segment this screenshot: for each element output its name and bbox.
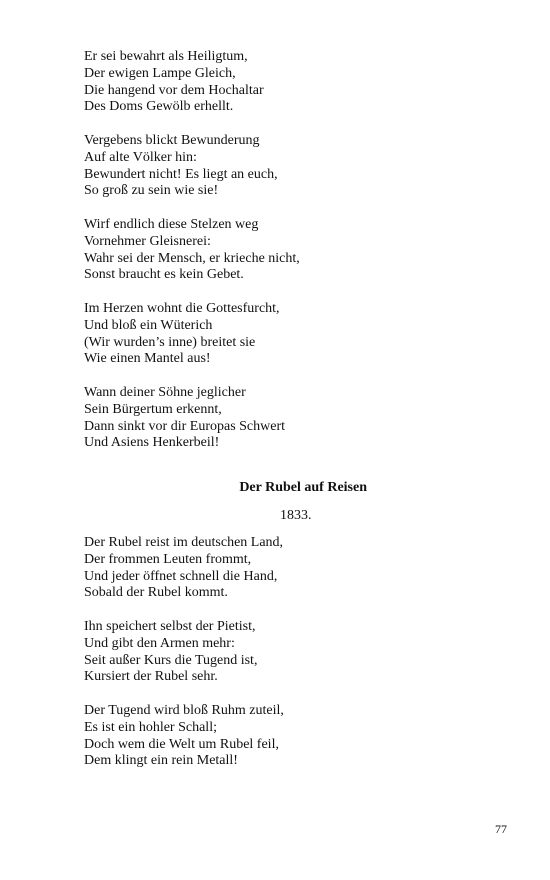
verse-line: Und jeder öffnet schnell die Hand,	[84, 568, 278, 584]
verse-line: Der Tugend wird bloß Ruhm zuteil,	[84, 702, 284, 718]
verse-line: Und bloß ein Wüterich	[84, 317, 213, 333]
verse-line: Sein Bürgertum erkennt,	[84, 401, 222, 417]
verse-line: Sobald der Rubel kommt.	[84, 585, 228, 601]
verse-line: Des Doms Gewölb erhellt.	[84, 99, 234, 115]
poem-rubel	[84, 535, 484, 770]
verse-line: Die hangend vor dem Hochaltar	[84, 82, 264, 98]
verse-line: Seit außer Kurs die Tugend ist,	[84, 652, 258, 668]
verse-line: Ihn speichert selbst der Pietist,	[84, 618, 256, 634]
verse-line: Dann sinkt vor dir Europas Schwert	[84, 418, 286, 434]
verse-line: Wann deiner Söhne jeglicher	[84, 384, 246, 400]
stanza	[84, 217, 484, 284]
poem-title-row	[84, 479, 464, 496]
stanza	[84, 703, 484, 770]
verse-line: Wie einen Mantel aus!	[84, 351, 211, 367]
verse-line: Der Rubel reist im deutschen Land,	[84, 535, 284, 550]
verse-line: Vornehmer Gleisnerei:	[84, 233, 211, 249]
verse-line: Doch wem die Welt um Rubel feil,	[84, 736, 279, 752]
poem-year: 1833.	[280, 508, 312, 523]
verse-line: Kursiert der Rubel sehr.	[84, 669, 218, 685]
stanza	[84, 49, 484, 116]
verse-line: Wirf endlich diese Stelzen weg	[84, 216, 259, 232]
poem-date-row	[84, 507, 464, 524]
verse-line: Bewundert nicht! Es liegt an euch,	[84, 166, 278, 182]
stanza	[84, 301, 484, 368]
verse-line: Sonst braucht es kein Gebet.	[84, 267, 244, 283]
verse-line: Der frommen Leuten frommt,	[84, 551, 252, 567]
verse-line: So groß zu sein wie sie!	[84, 183, 219, 199]
verse-line: Er sei bewahrt als Heiligtum,	[84, 49, 248, 64]
verse-line: Der ewigen Lampe Gleich,	[84, 65, 236, 81]
verse-line: Dem klingt ein rein Metall!	[84, 753, 238, 769]
poem-continued	[84, 49, 484, 452]
stanza	[84, 535, 484, 602]
verse-line: Auf alte Völker hin:	[84, 149, 197, 165]
verse-line: Vergebens blickt Bewunderung	[84, 132, 260, 148]
page-number: 77	[495, 822, 507, 836]
verse-line: (Wir wurden’s inne) breitet sie	[84, 334, 256, 350]
stanza	[84, 385, 484, 452]
verse-line: Wahr sei der Mensch, er krieche nicht,	[84, 250, 300, 266]
verse-line: Und Asiens Henkerbeil!	[84, 435, 220, 451]
stanza	[84, 133, 484, 200]
verse-line: Und gibt den Armen mehr:	[84, 635, 235, 651]
poem-title: Der Rubel auf Reisen	[239, 480, 367, 495]
verse-line: Es ist ein hohler Schall;	[84, 719, 217, 735]
verse-line: Im Herzen wohnt die Gottesfurcht,	[84, 300, 280, 316]
stanza	[84, 619, 484, 686]
